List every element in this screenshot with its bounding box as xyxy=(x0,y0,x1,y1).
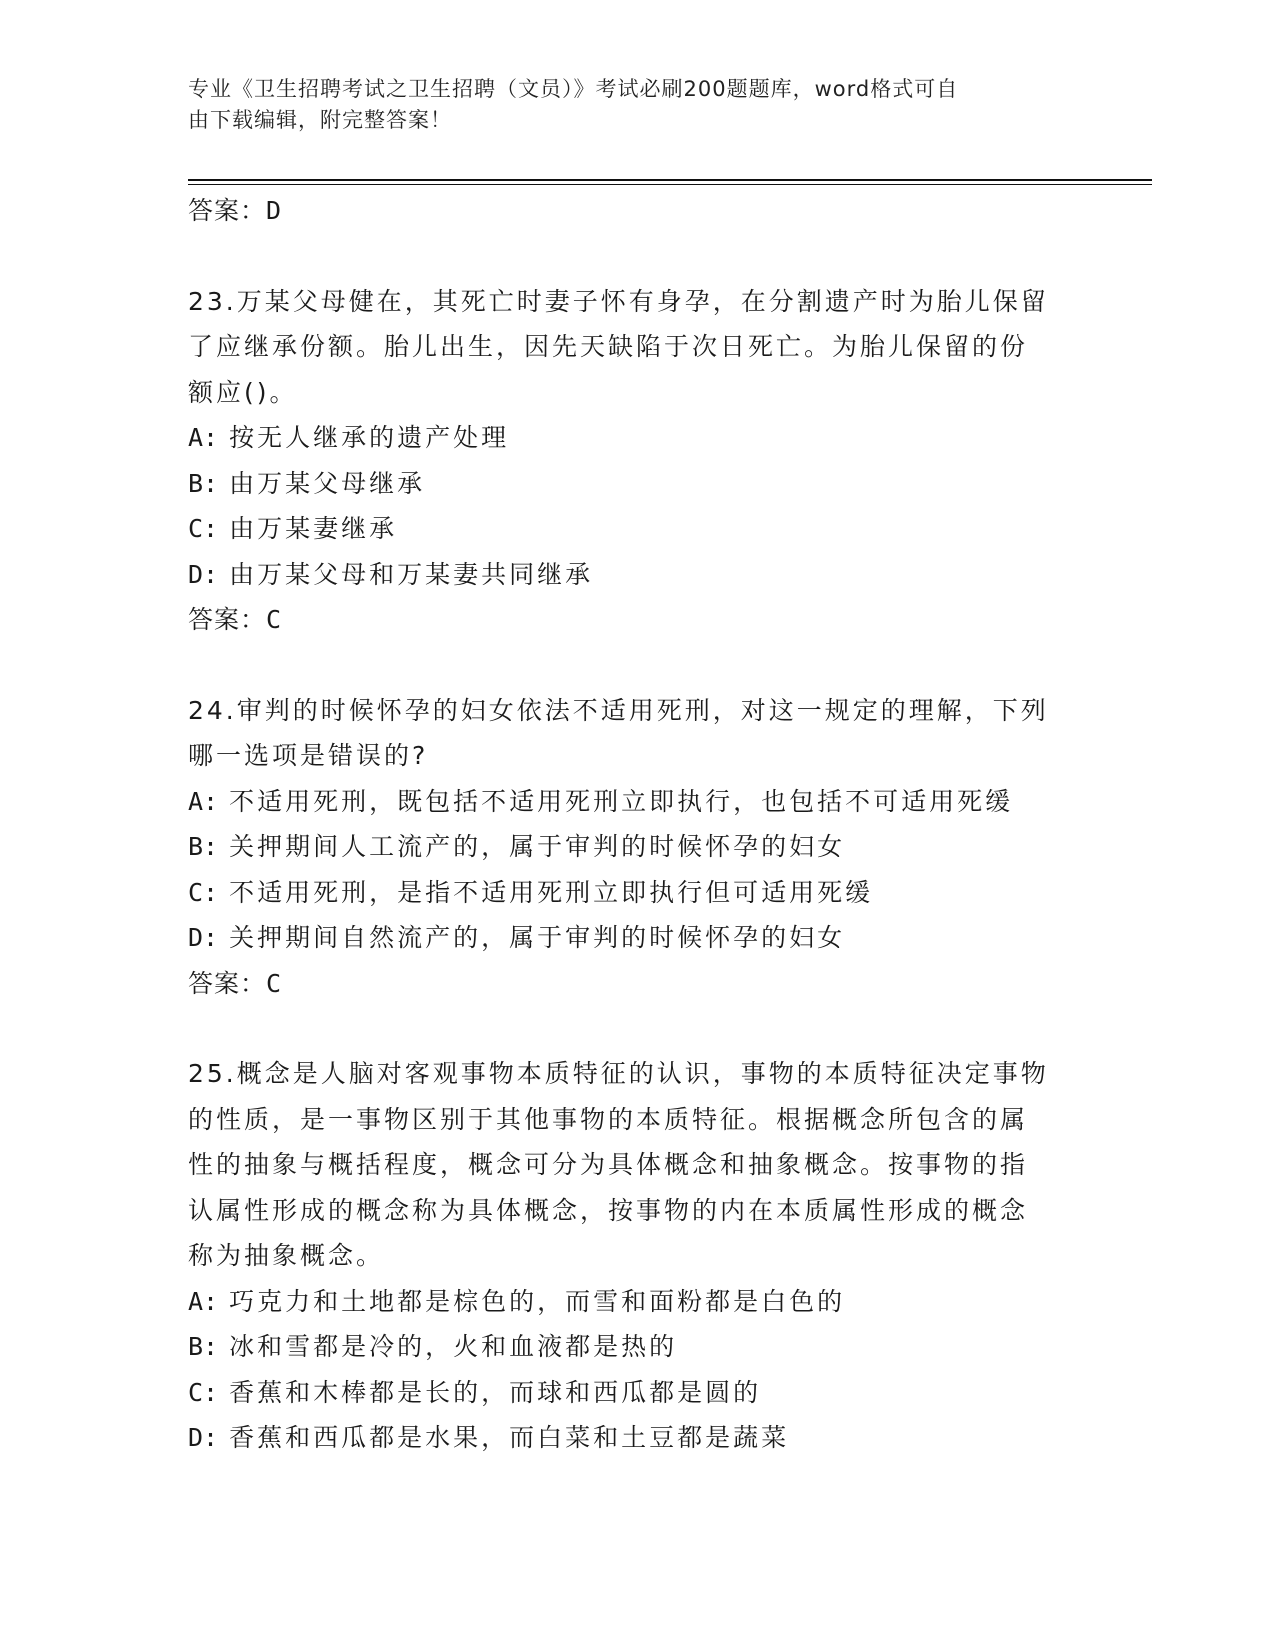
answer-line xyxy=(188,961,1088,1007)
option-text: 不适用死刑，是指不适用死刑立即执行但可适用死缓 xyxy=(229,877,874,907)
option-a xyxy=(188,779,1088,825)
option-d xyxy=(188,552,1088,598)
header-divider-thin xyxy=(188,184,1152,185)
option-c xyxy=(188,1370,1088,1416)
document-body xyxy=(188,188,1088,1461)
option-text: 冰和雪都是冷的，火和血液都是热的 xyxy=(229,1332,678,1361)
option-letter: A: xyxy=(188,786,219,816)
question-25 xyxy=(188,1051,1088,1461)
option-letter: B: xyxy=(188,832,219,861)
option-text: 不适用死刑，既包括不适用死刑立即执行，也包括不可适用死缓 xyxy=(229,786,1014,816)
option-letter: D: xyxy=(188,923,219,952)
option-letter: A: xyxy=(188,423,219,452)
option-b xyxy=(188,1324,1088,1370)
answer-label: 答案： xyxy=(188,196,267,225)
option-a xyxy=(188,1279,1088,1325)
option-letter: C: xyxy=(188,877,219,907)
answer-value: D xyxy=(266,196,283,225)
question-stem-line: 的性质，是一事物区别于其他事物的本质特征。根据概念所包含的属 xyxy=(188,1104,1029,1134)
option-text: 关押期间自然流产的，属于审判的时候怀孕的妇女 xyxy=(229,923,846,952)
option-c xyxy=(188,870,1088,916)
option-text: 巧克力和土地都是棕色的，而雪和面粉都是白色的 xyxy=(229,1286,846,1316)
option-d xyxy=(188,915,1088,961)
option-b xyxy=(188,824,1088,870)
option-b xyxy=(188,461,1088,507)
question-23 xyxy=(188,279,1088,643)
option-text: 关押期间人工流产的，属于审判的时候怀孕的妇女 xyxy=(229,832,846,861)
option-text: 由万某父母继承 xyxy=(229,468,426,498)
option-letter: B: xyxy=(188,1332,219,1361)
option-letter: D: xyxy=(188,559,219,589)
question-stem-line: 认属性形成的概念称为具体概念，按事物的内在本质属性形成的概念 xyxy=(188,1195,1029,1225)
header-line-1: 专业《卫生招聘考试之卫生招聘（文员）》考试必刷200题题库，word格式可自 xyxy=(188,77,959,101)
option-letter: D: xyxy=(188,1423,219,1452)
option-a xyxy=(188,415,1088,461)
option-letter: C: xyxy=(188,514,219,543)
document-header xyxy=(188,74,1068,136)
option-c xyxy=(188,506,1088,552)
question-stem-line: 额应()。 xyxy=(188,377,298,407)
header-divider-thick xyxy=(188,179,1152,181)
question-stem-line: 了应继承份额。胎儿出生，因先天缺陷于次日死亡。为胎儿保留的份 xyxy=(188,332,1029,361)
question-stem-line: 23.万某父母健在，其死亡时妻子怀有身孕，在分割遗产时为胎儿保留 xyxy=(188,286,1049,316)
option-text: 香蕉和西瓜都是水果，而白菜和土豆都是蔬菜 xyxy=(229,1423,790,1452)
answer-value: C xyxy=(266,968,283,998)
option-letter: C: xyxy=(188,1377,219,1407)
answer-label: 答案： xyxy=(188,968,267,998)
option-letter: A: xyxy=(188,1286,219,1316)
option-text: 按无人继承的遗产处理 xyxy=(229,423,510,452)
option-text: 由万某父母和万某妻共同继承 xyxy=(229,559,594,589)
question-24 xyxy=(188,688,1088,1007)
answer-line-prev xyxy=(188,188,1088,234)
answer-label: 答案： xyxy=(188,605,267,634)
question-stem-line: 哪一选项是错误的? xyxy=(188,741,429,770)
option-d xyxy=(188,1415,1088,1461)
header-line-2: 由下载编辑，附完整答案！ xyxy=(188,108,452,132)
option-text: 由万某妻继承 xyxy=(229,514,398,543)
question-stem-line: 24.审判的时候怀孕的妇女依法不适用死刑，对这一规定的理解，下列 xyxy=(188,695,1049,725)
answer-line xyxy=(188,597,1088,643)
question-stem-line: 性的抽象与概括程度，概念可分为具体概念和抽象概念。按事物的指 xyxy=(188,1150,1029,1179)
answer-value: C xyxy=(266,605,283,634)
option-text: 香蕉和木棒都是长的，而球和西瓜都是圆的 xyxy=(229,1377,762,1407)
option-letter: B: xyxy=(188,468,219,498)
question-stem-line: 25.概念是人脑对客观事物本质特征的认识，事物的本质特征决定事物 xyxy=(188,1059,1049,1088)
question-stem-line: 称为抽象概念。 xyxy=(188,1241,385,1270)
